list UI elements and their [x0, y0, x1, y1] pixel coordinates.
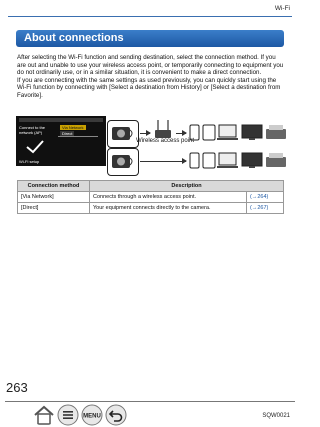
- page-reference-link[interactable]: (→264): [247, 192, 284, 203]
- smartphone-icon: [190, 153, 199, 168]
- intro-paragraph: After selecting the Wi-Fi function and sending destination, select the connection method. If you are out and unable to use your wireless access point, or temporarily connecting to equipment you do not ordinarily use, or in a similar situation, it is convenient to make a direct connection.: [17, 54, 284, 77]
- arrow-icon: [176, 133, 186, 134]
- tablet-icon: [203, 153, 215, 168]
- table-row: [18, 192, 284, 203]
- screen-text: Connect to the: [19, 125, 46, 130]
- header-divider: [8, 16, 292, 17]
- wireless-access-point-label: Wireless access point: [136, 138, 195, 144]
- model-code: SQW0021: [262, 413, 290, 419]
- description-cell: Connects through a wireless access point.: [90, 192, 247, 203]
- screen-text: network (AP): [19, 130, 43, 135]
- pc-icon: [217, 153, 238, 168]
- title-bar: [16, 30, 284, 47]
- camera-screen-image: [16, 116, 106, 166]
- printer-icon: [266, 125, 286, 139]
- tv-icon: [242, 153, 262, 168]
- back-icon[interactable]: [105, 404, 127, 426]
- intro-paragraph: If you are connecting with the same settings as used previously, you can quickly start using the Wi-Fi function by connecting with [Select a destination from History] or [Select a destination from Favorite].: [17, 76, 281, 99]
- table-header-row: [18, 181, 284, 192]
- tablet-icon: [203, 125, 215, 140]
- camera-icon: [107, 148, 139, 176]
- screen-option: Direct: [62, 131, 73, 136]
- arrow-icon: [140, 161, 186, 162]
- intro-text: [17, 54, 285, 100]
- contents-icon[interactable]: [57, 404, 79, 426]
- tv-icon: [242, 125, 262, 140]
- page-title: About connections: [24, 32, 124, 44]
- connection-method-table: [17, 180, 284, 214]
- devices-group: [189, 152, 289, 172]
- printer-icon: [266, 153, 286, 167]
- section-label: Wi-Fi: [274, 5, 290, 12]
- column-header: Description: [90, 181, 284, 192]
- screen-text: Wi-Fi setup: [19, 159, 40, 164]
- arrow-icon: [140, 133, 150, 134]
- method-cell: [Direct]: [18, 203, 90, 214]
- camera-icon: [107, 120, 139, 148]
- home-icon[interactable]: [32, 404, 56, 426]
- description-cell: Your equipment connects directly to the camera.: [90, 203, 247, 214]
- column-header: Connection method: [18, 181, 90, 192]
- footer-divider: [5, 401, 295, 402]
- table-row: [18, 203, 284, 214]
- devices-group: [189, 124, 289, 144]
- pc-icon: [217, 125, 238, 140]
- page-number: 263: [6, 380, 28, 395]
- method-cell: [Via Network]: [18, 192, 90, 203]
- wifi-symbol-icon: [24, 138, 46, 154]
- screen-option: Via Network: [62, 125, 84, 130]
- menu-icon[interactable]: [81, 404, 103, 426]
- svg-text:MENU: MENU: [83, 413, 101, 420]
- page-reference-link[interactable]: (→267): [247, 203, 284, 214]
